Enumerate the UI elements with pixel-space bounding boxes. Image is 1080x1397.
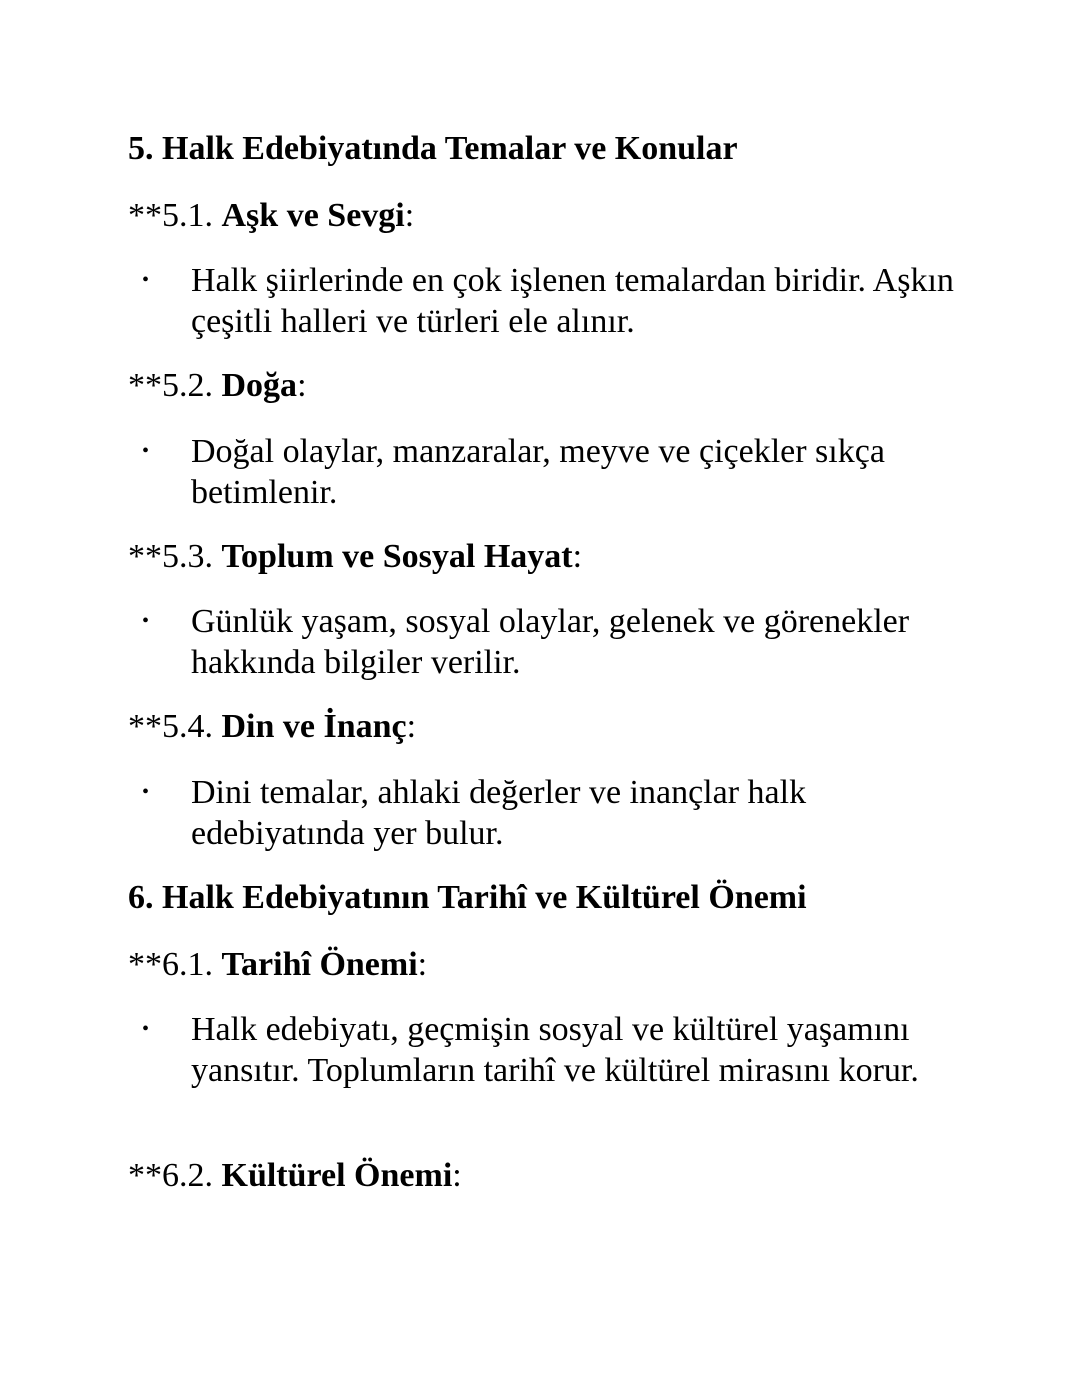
bullet-dot-icon: •	[142, 610, 150, 632]
subheading-colon: :	[452, 1157, 462, 1194]
subheading-colon: :	[572, 538, 583, 575]
subheading-colon: :	[417, 946, 428, 983]
subheading-6-1	[128, 945, 427, 985]
subheading-title: Aşk ve Sevgi	[221, 197, 405, 234]
bullet-text: Halk şiirlerinde en çok işlenen temalardan biridir. Aşkın çeşitli halleri ve türleri ele alınır.	[191, 262, 954, 340]
subheading-5-2	[128, 366, 307, 406]
subheading-prefix: **5.3.	[128, 538, 222, 575]
bullet-text: Doğal olaylar, manzaralar, meyve ve çiçekler sıkça betimlenir.	[191, 433, 885, 511]
subheading-colon: :	[404, 197, 415, 234]
bullet-dot-icon: •	[142, 440, 150, 462]
subheading-6-2	[128, 1156, 462, 1196]
bullet-dot-icon: •	[142, 781, 150, 803]
subheading-colon: :	[297, 367, 307, 404]
subheading-5-4	[128, 707, 416, 747]
subheading-prefix: **5.1.	[128, 197, 222, 234]
bullet-text: Dini temalar, ahlaki değerler ve inançlar halk edebiyatında yer bulur.	[191, 774, 807, 852]
bullet-dot-icon: •	[142, 269, 150, 291]
subheading-title: Doğa	[221, 367, 298, 404]
subheading-5-3	[128, 537, 582, 577]
subheading-title: Tarihî Önemi	[221, 946, 418, 983]
subheading-title: Din ve İnanç	[221, 708, 407, 745]
subheading-prefix: **6.2.	[128, 1157, 222, 1194]
bullet-text: Günlük yaşam, sosyal olaylar, gelenek ve görenekler hakkında bilgiler verilir.	[191, 603, 910, 681]
section-heading-6: 6. Halk Edebiyatının Tarihî ve Kültürel Önemi	[128, 879, 807, 916]
subheading-prefix: **6.1.	[128, 946, 222, 983]
subheading-title: Kültürel Önemi	[221, 1157, 453, 1194]
subheading-title: Toplum ve Sosyal Hayat	[221, 538, 573, 575]
subheading-prefix: **5.4.	[128, 708, 222, 745]
section-heading-5: 5. Halk Edebiyatında Temalar ve Konular	[128, 130, 738, 167]
bullet-dot-icon: •	[142, 1018, 150, 1040]
subheading-colon: :	[406, 708, 417, 745]
subheading-5-1	[128, 196, 414, 236]
bullet-text: Halk edebiyatı, geçmişin sosyal ve kültürel yaşamını yansıtır. Toplumların tarihî ve kültürel mirasını korur.	[191, 1011, 919, 1089]
subheading-prefix: **5.2.	[128, 367, 222, 404]
